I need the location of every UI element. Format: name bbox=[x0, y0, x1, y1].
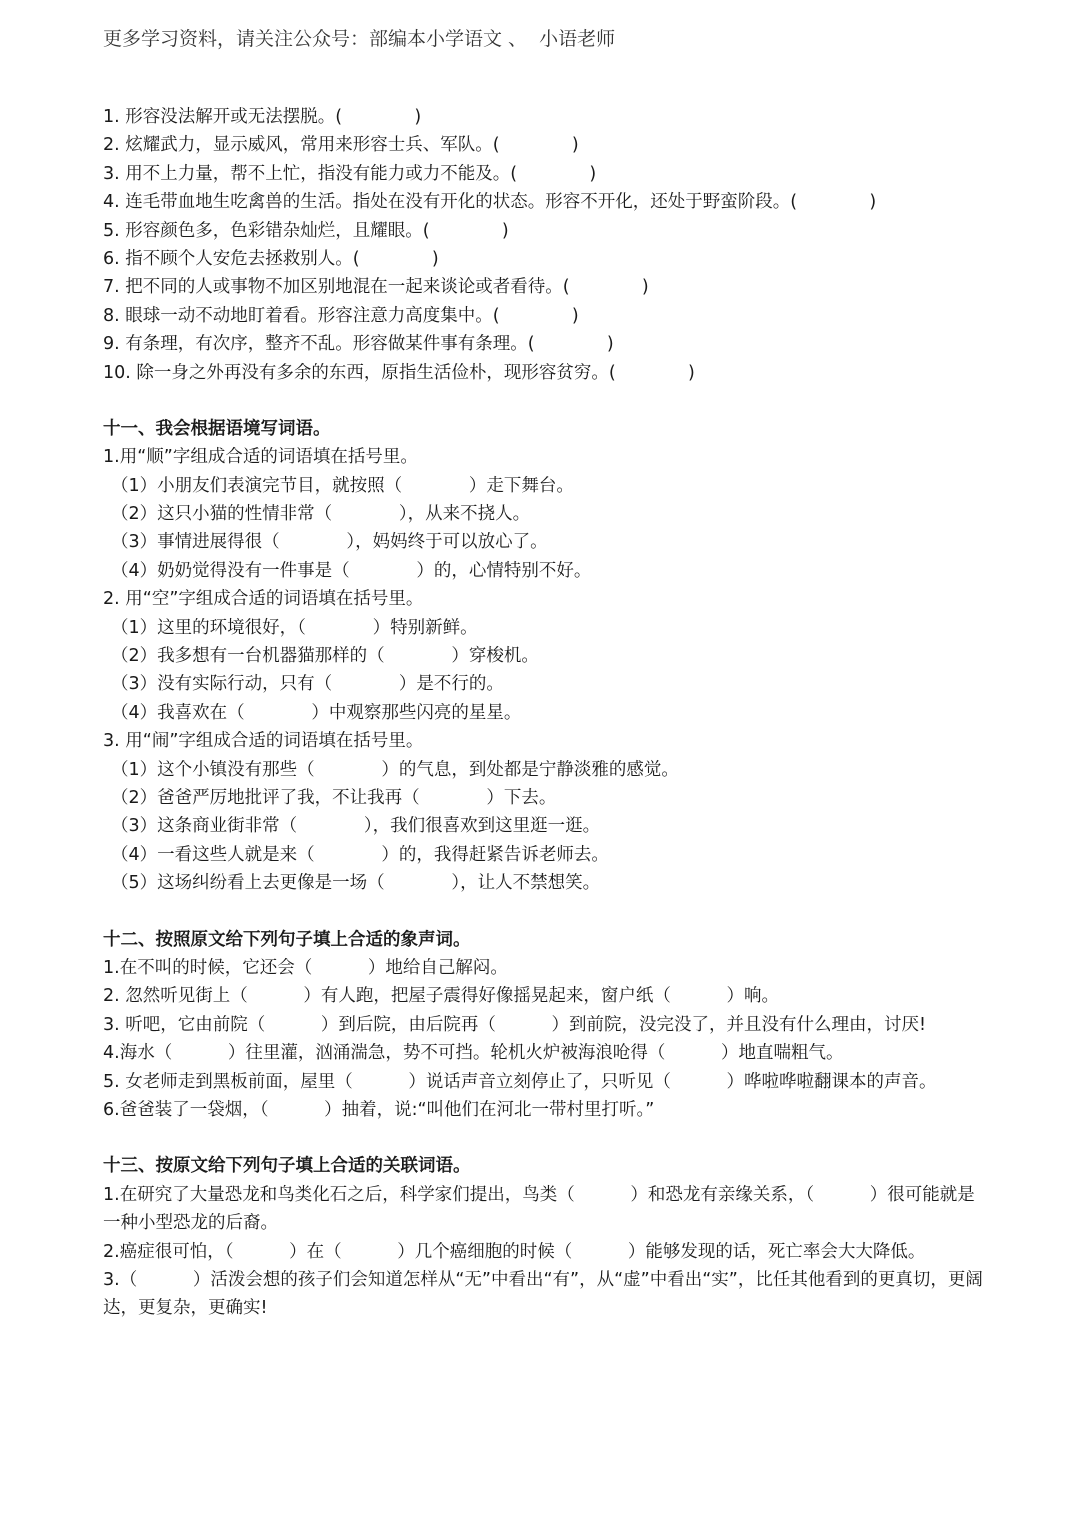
question-line: 5. 形容颜色多，色彩错杂灿烂，且耀眼。( ) bbox=[103, 220, 509, 241]
question-line: 8. 眼球一动不动地盯着看。形容注意力高度集中。( ) bbox=[103, 305, 579, 326]
section-spacer bbox=[103, 1124, 983, 1152]
section-spacer bbox=[103, 898, 983, 926]
question-line: （4）我喜欢在（ ）中观察那些闪亮的星星。 bbox=[111, 702, 522, 723]
question-line: 3. 听吧，它由前院（ ）到后院，由后院再（ ）到前院，没完没了，并且没有什么理由，讨厌! bbox=[103, 1014, 927, 1035]
page-header: 更多学习资料，请关注公众号：部编本小学语文 、 小语老师 bbox=[103, 28, 616, 50]
section-spacer bbox=[103, 387, 983, 415]
question-line: 4. 连毛带血地生吃禽兽的生活。指处在没有开化的状态。形容不开化，还处于野蛮阶段。( ) bbox=[103, 192, 877, 213]
section-10 bbox=[103, 103, 983, 387]
question-line: 5. 女老师走到黑板前面，屋里（ ）说话声音立刻停止了，只听见（ ）哗啦哗啦翻课本的声音。 bbox=[103, 1071, 937, 1092]
section-title: 十一、我会根据语境写词语。 bbox=[103, 418, 331, 439]
section-12 bbox=[103, 926, 983, 1125]
section-11 bbox=[103, 415, 983, 898]
question-line: （3）这条商业街非常（ ），我们很喜欢到这里逛一逛。 bbox=[111, 816, 601, 837]
question-line: 4.海水（ ）往里灌，汹涌湍急，势不可挡。轮机火炉被海浪呛得（ ）地直喘粗气。 bbox=[103, 1043, 844, 1064]
question-line: （3）事情进展得很（ ），妈妈终于可以放心了。 bbox=[111, 532, 548, 553]
question-line: 2.癌症很可怕，（ ）在（ ）几个癌细胞的时候（ ）能够发现的话，死亡率会大大降低。 bbox=[103, 1241, 926, 1262]
question-line: 1. 形容没法解开或无法摆脱。( ) bbox=[103, 107, 422, 127]
question-line: 7. 把不同的人或事物不加区别地混在一起来谈论或者看待。( ) bbox=[103, 277, 649, 298]
question-line: 3.（ ）活泼会想的孩子们会知道怎样从“无”中看出“有”，从“虚”中看出“实”，比任其他看到的更真切，更阔达，更复杂，更确实! bbox=[103, 1269, 983, 1319]
question-line: 3. 用“闹”字组成合适的词语填在括号里。 bbox=[103, 731, 424, 752]
question-line: 6.爸爸装了一袋烟，（ ）抽着，说:“叫他们在河北一带村里打听。” bbox=[103, 1099, 655, 1120]
question-line: 6. 指不顾个人安危去拯救别人。( ) bbox=[103, 248, 439, 269]
worksheet-content bbox=[103, 103, 983, 1323]
question-line: 2. 忽然听见街上（ ）有人跑，把屋子震得好像摇晃起来，窗户纸（ ）响。 bbox=[103, 986, 780, 1007]
question-line: 3. 用不上力量，帮不上忙，指没有能力或力不能及。( ) bbox=[103, 163, 597, 184]
question-line: 10. 除一身之外再没有多余的东西，原指生活俭朴，现形容贫穷。( ) bbox=[103, 362, 695, 383]
section-title: 十二、按照原文给下列句子填上合适的象声词。 bbox=[103, 929, 471, 950]
question-line: 2. 用“空”字组成合适的词语填在括号里。 bbox=[103, 589, 424, 610]
question-line: （4）奶奶觉得没有一件事是（ ）的，心情特别不好。 bbox=[111, 560, 592, 581]
question-line: 2. 炫耀武力，显示威风，常用来形容士兵、军队。( ) bbox=[103, 135, 579, 156]
question-line: 1.用“顺”字组成合适的词语填在括号里。 bbox=[103, 447, 418, 468]
question-line: （2）我多想有一台机器猫那样的（ ）穿梭机。 bbox=[111, 646, 539, 667]
section-title: 十三、按原文给下列句子填上合适的关联词语。 bbox=[103, 1156, 471, 1177]
question-line: 1.在不叫的时候，它还会（ ）地给自己解闷。 bbox=[103, 957, 508, 978]
question-line: （2）这只小猫的性情非常（ ），从来不挠人。 bbox=[111, 504, 531, 525]
question-line: （4）一看这些人就是来（ ）的，我得赶紧告诉老师去。 bbox=[111, 844, 609, 865]
question-line: （1）小朋友们表演完节目，就按照（ ）走下舞台。 bbox=[111, 475, 574, 496]
section-13 bbox=[103, 1152, 983, 1322]
question-line: （1）这个小镇没有那些（ ）的气息，到处都是宁静淡雅的感觉。 bbox=[111, 759, 679, 780]
question-line: 9. 有条理，有次序，整齐不乱。形容做某件事有条理。( ) bbox=[103, 334, 614, 355]
question-line: （2）爸爸严厉地批评了我，不让我再（ ）下去。 bbox=[111, 787, 557, 808]
question-line: 1.在研究了大量恐龙和鸟类化石之后，科学家们提出，鸟类（ ）和恐龙有亲缘关系，（ ）很可能就是一种小型恐龙的后裔。 bbox=[103, 1184, 975, 1234]
question-line: （3）没有实际行动，只有（ ）是不行的。 bbox=[111, 674, 504, 695]
question-line: （5）这场纠纷看上去更像是一场（ ），让人不禁想笑。 bbox=[111, 873, 601, 894]
question-line: （1）这里的环境很好，（ ）特别新鲜。 bbox=[111, 617, 478, 638]
